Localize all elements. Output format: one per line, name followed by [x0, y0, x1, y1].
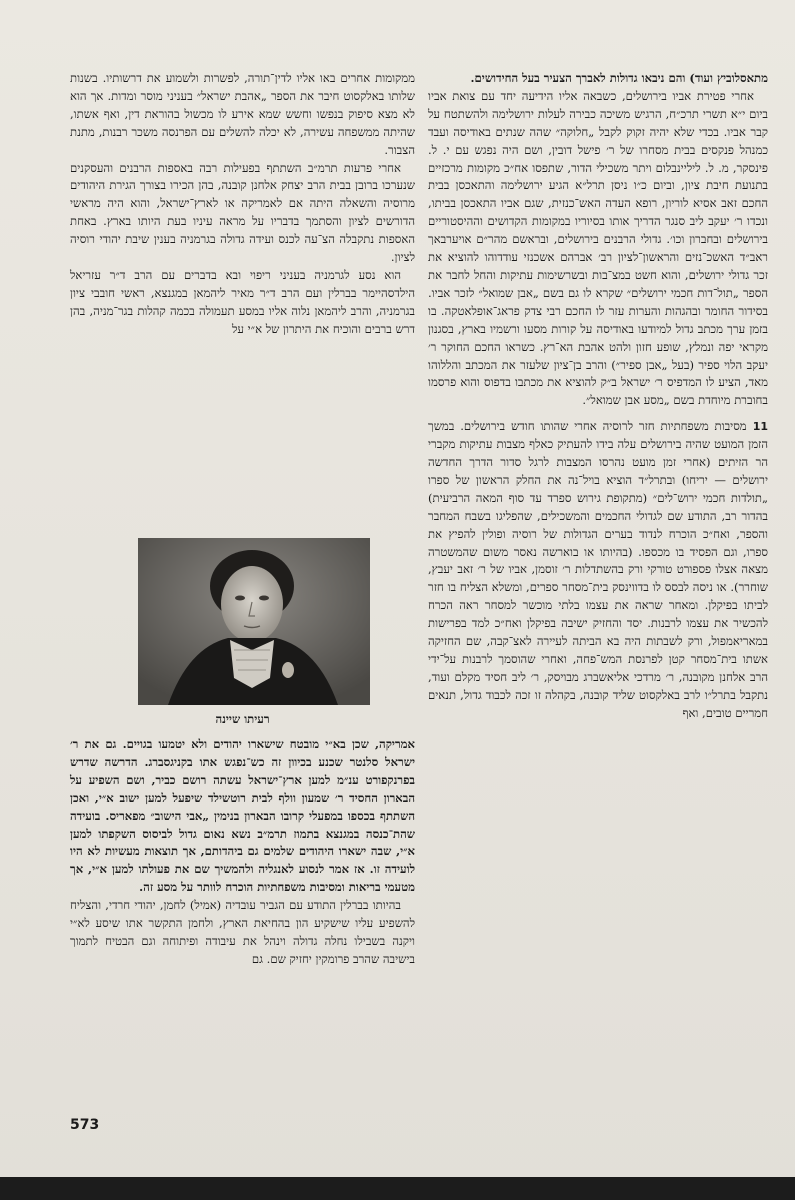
left-column-top — [70, 70, 415, 339]
left-paragraph-5: בהיותו בברלין התודע עם הגביר עובדיה (אמיל) לחמן, יהודי חרדי, והצליח להשפיע עליו שישקיע הון בהחיאת הארץ, ולחמן התקשר אתו שיסע לא״י ויקנה בשבילו נחלה גדולה וינהל את עיבודה ופיתוחה וגם הבטיח לתמוך בישיבה שהרב פרומקין יחזיק שם. גם — [70, 898, 415, 966]
portrait-image — [138, 538, 370, 705]
right-numbered-paragraph — [428, 418, 768, 722]
left-column-bottom — [70, 736, 415, 969]
numbered-paragraph-text: מסיבות משפחתיות חזר לרוסיה אחרי שהותו חודש בירושלים. במשך הזמן המועט שהיה בירושלים עלה בידו להעתיק כאלף מצבות עתיקות מקברי הר הזיתים (אחרי זמן מועט נהרסו המצבות לרגל סדור הדרך החדשה ירושלים — יריחו) ובתרל״ד הוציא בויל־נה את החלק הראשון של ספרו „תולדות חכמי ירוש־לים״ (מתקופת גירוש ספרד עד סוף המאה הרביעית) בהדור רב, התודע שם לגדולי החכמים והמשכילים, שהפליגו בשבח המחבר והספר, ואח״כ הוכרח לנדוד בערים הגדולות של רוסיה ופולין להפיץ את ספרו, וגם הפסיד בו מכספו. (בהיותו או בוארשה נאסר משום שהמשטרה מצאה אצלו פספורט טורקי ורק בהשתדלות ר׳ זוסמן, אביו של ר׳ זאב יעבץ, שוחרר). או ניסה לבסס לו בדווינסק בית־מסחר ספרים, ומשלא הצליח בו חזר לביתו בפיקלן. ומאחר שראה את עצמו בלתי מוכשר למסחר ראה הכרח להכשיר את עצמו לרבנות. יסד והחזיק ישיבה בפיקלן ואח״כ למד בפרישות במאריאמפול, ורק לשבתות היה בא הביתה לעיירה לאצ־קבה, שם החזיקה אשתו בית־מסחר קטן לפרנסת המש־פחה, ואחרי שהוסמך לרבנות על־ידי הרב אלחנן מקובנה, ר׳ מרדכי אליאשברג מבויסק, ר׳ ליב חסיד מקלם ועוד, נתקבל בתרל״ו לרב באלקסוט שליד קובנה, בקהלה זו זכה לכבוד גדול, תנאים חמריים טובים, ואף — [428, 419, 768, 720]
scan-bottom-edge — [0, 1177, 795, 1200]
left-paragraph-4: אמריקה, שכן בא״י מובטח שישארו יהודים ולא יטמעו בגויים. גם את ר׳ ישראל סלנטר שכנע בכיוון זה כש־נפגש אתו בקניגסברג. הדרשה שדרש בפרנקפורט ענ״מ למען ארץ־ישראל עשתה רושם כביר, ושם השפיע על הבארון החסיד ר׳ שמעון וולף לבית רוטשילד שיפעל למען ישוב א״י, ואכן השתתף בכספו במפעלי קרובו הבארון בנימין „אבי הישוב״ מפאריס. בועידה שהת־כנסה במגנצא בתמוז תרמ״ב נשא נאום גדול לביסוס השקפתו למען א״י, שבה ישארו היהודים שלמים גם ביהדותם, אך תוצאות מעשיות לא היו לועידה זו. אז אמר לנסוע לאנגליה ולהמשיך שם את פעולתו למען א״י, אך מטעמי בריאות ומסיבות משפחתיות הוכרח לוותר על מסע זה. — [70, 737, 415, 895]
left-paragraph-1: ממקומות אחרים באו אליו לדין־תורה, לפשרות ולשמוע את דרשותיו. בשנות שלותו באלקסוט חיבר את הספר „אהבת ישראל״ בעניני מוסר ומדות. אך הוא לא מצא סיפוק בנפשו וחשש שמא אירע לו מכשול בהוראת דין, ואף אשתו, שהיתה ממשפחה עשירה, לא יכלה להשלים עם הפרנסה משכר רבנות, מתנת הצבור. — [70, 71, 415, 157]
photo-caption: רעיתו שיינה — [215, 712, 270, 726]
left-paragraph-3: הוא נסע לגרמניה בעניני ריפוי ובא בדברים עם הרב ד״ר עזריאל הילדסהיימר בברלין ועם הרב ד״ר מאיר ליהמאן במגנצא, ראשי חובבי ציון בגרמניה, והרב ליהמאן נלוה אליו במסע תעמולה בכמה קהלות בגר־מניה, בהן דרש ברבים והוכיח את היתרון של א״י על — [70, 267, 415, 336]
page-number: 573 — [70, 1117, 100, 1133]
right-paragraph-1: מתאסלוביץ ועוד) והם ניבאו גדולות לאברך הצעיר בעל החידושים. — [470, 71, 768, 85]
left-paragraph-2: אחרי פרעות תרמ״ב השתתף בפעילות רבה באספות הרבנים והעסקנים שנערכו ברובן בבית הרב יצחק אלחנן קובנה, בהן הכירו בצורך הגירת היהודים מרוסיה והשאלה היתה אם לאמריקה או לארץ־ישראל, והוא היה מראשי הדורשים לציון והסתמך בדבריו על מראה עיניו בעת היותו בארץ. באחת האספות נתקבלה הצ־עה לכנס ועידה גדולה בגרמניה בענין שיבת יהודי רוסיה לציון. — [70, 160, 415, 265]
right-paragraph-2: אחרי פטירת אביו בירושלים, כשבאה אליו הידיעה יחד עם צואת אביו ביום י״א תשרי תרכ״ח, הרגיש משיכה כבירה לעלות ירושלימה ולהשתטח על קבר אביו. בכדי שלא יהיה זקוק לקבל „חלוקה״ שהה שנתים באודיסה ועבד כמנהל פנקסים בבית מסחרו של ר׳ פישל דובין, ושם היה נפגש עם י. ל. פינסקר, מ. ל. ליליינבלום ויתר משכילי הדור, שתפסו אח״כ מקומות מרכזיים בתנועת חיבת ציון, וביום כ״ו ניסן תרל״א הגיע ירושלימה והתאכסן בבית החכם זאב אסיא לוריון, רופא העדה האש־כנזית, שגם אביו התאכסן בביתו, ונכדו ר׳ יעקב ליב סנגר הדריך אותו בסיוריו במקומות הקדושים וההיסטוריים בירושלים ובחברון וכו׳. גדולי הרבנים בירושלים, ובראשם מהר״ם אויערבאך ראב״ד האשכ־נזים והראשון־לציון רב׳ אברהם אשכנזי עודדוהו להוציא את זכר גדולי ירושלים, והוא חשט במצ־בות ובשרשימות עתיקות והחל לחבר את הספר „תול־דות חכמי ירושלים״ שקרא לו גם בשם „אבן שמואל״ לזכר אביו. בסידור החומר ובהגהות והערות עזר לו החכם רבי צדק פראג־אופלאטקה. בו בזמן ערך מכתב גדול למיודעו באודיסה על קורות מסעו ורשמיו בארץ, בסגנון מקראי יפה ונמלץ, שופע חזון ולהט אהבת הא־רץ. כשראו החכם החוקר ר׳ יעקב הלוי ספיר (בעל „אבן ספיר״) והרב בן־ציון שלעזר את המכתב והללוהו מאד, הציע לו המדפיס ר׳ ישראל ב״ק להוציא את מכתבו בדפוס והוא פרסמו בחוברת מיוחדת בשם „מסע אבן שמואל״. — [428, 88, 768, 408]
paragraph-number: 11 — [752, 420, 768, 434]
portrait-photo — [138, 538, 370, 705]
right-column — [428, 70, 768, 723]
portrait-illustration — [138, 538, 370, 705]
